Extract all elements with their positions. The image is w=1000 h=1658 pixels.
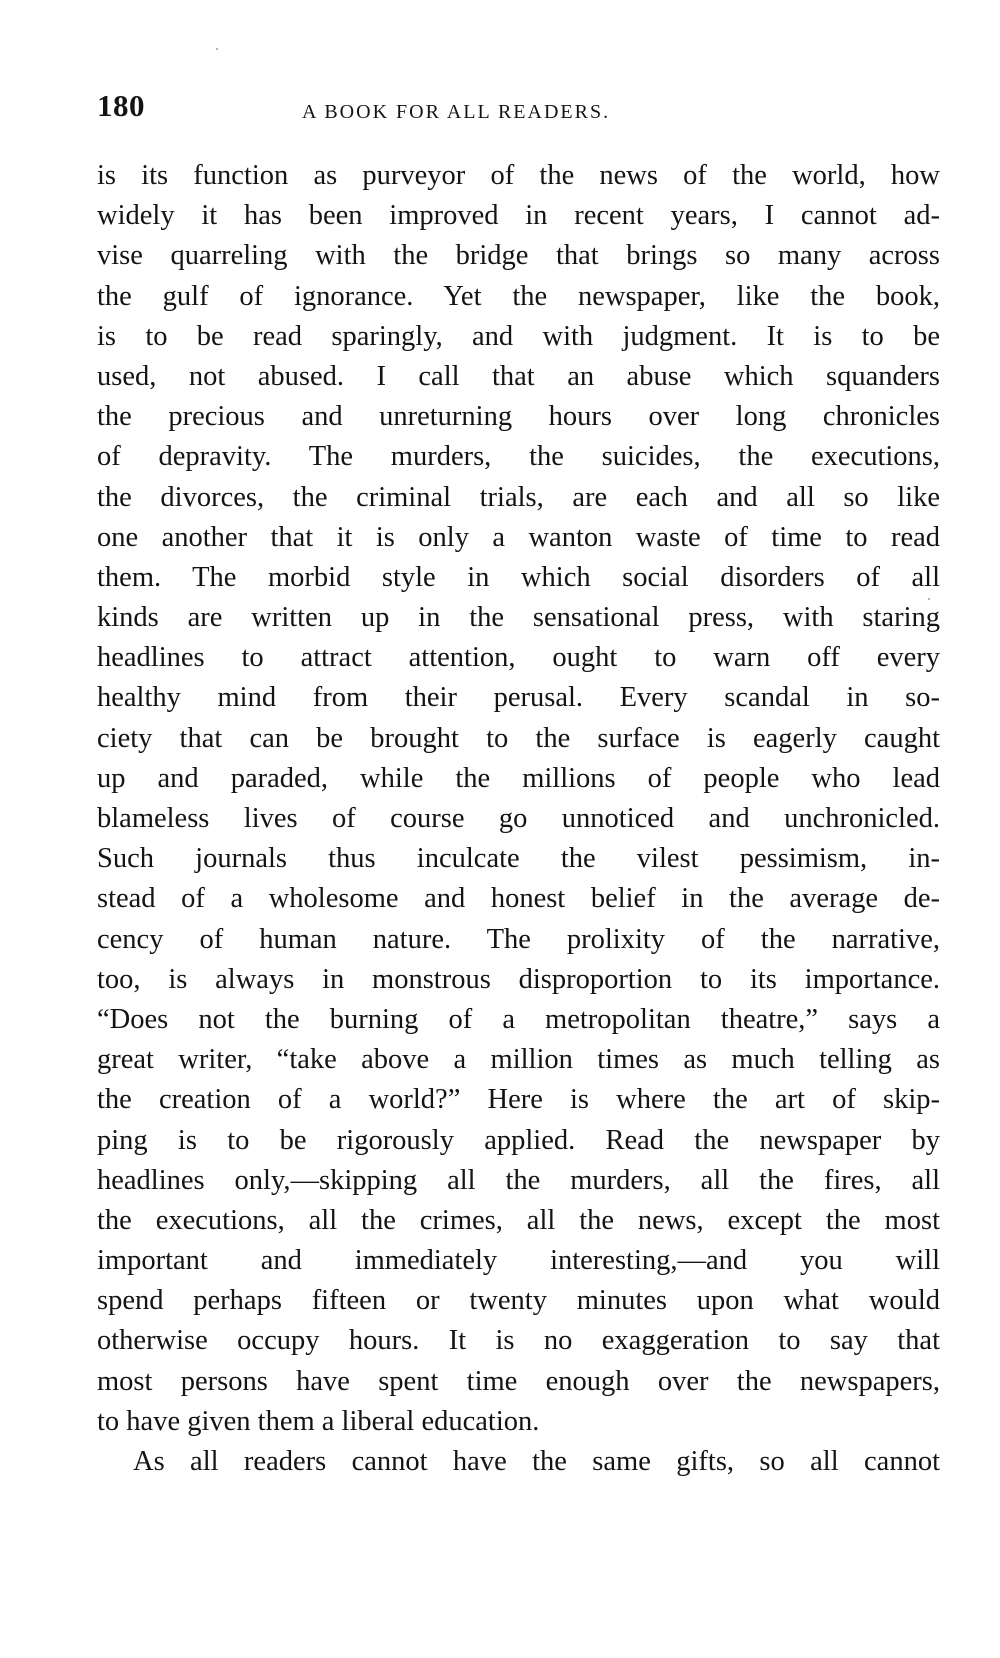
text-line: one another that it is only a wanton waste of time to read <box>97 521 940 553</box>
text-line: to have given them a liberal education. <box>97 1405 540 1437</box>
text-line: of depravity. The murders, the suicides, the executions, <box>97 441 940 473</box>
text-line: cency of human nature. The prolixity of the narrative, <box>97 923 940 955</box>
page-number: 180 <box>97 88 145 123</box>
text-line: headlines to attract attention, ought to warn off every <box>97 642 940 674</box>
text-line: them. The morbid style in which social disorders of all <box>97 561 940 593</box>
text-line: otherwise occupy hours. It is no exaggeration to say that <box>97 1325 940 1357</box>
paper-speck <box>216 48 218 50</box>
text-line: widely it has been improved in recent years, I cannot ad- <box>97 200 940 232</box>
text-line: stead of a wholesome and honest belief in the average de- <box>97 883 940 915</box>
paragraph <box>97 1442 940 1482</box>
text-line: important and immediately interesting,—and you will <box>97 1245 940 1277</box>
text-line: ping is to be rigorously applied. Read the newspaper by <box>97 1124 940 1156</box>
text-line: spend perhaps fifteen or twenty minutes upon what would <box>97 1285 940 1317</box>
paragraph <box>97 156 940 1442</box>
text-line: the creation of a world?” Here is where the art of skip- <box>97 1084 940 1116</box>
text-line: kinds are written up in the sensational press, with staring <box>97 602 940 634</box>
text-line: healthy mind from their perusal. Every scandal in so- <box>97 682 940 714</box>
text-line: the precious and unreturning hours over long chronicles <box>97 401 940 433</box>
text-line: is its function as purveyor of the news of the world, how <box>97 160 940 191</box>
text-line: used, not abused. I call that an abuse which squanders <box>97 360 940 392</box>
text-line: most persons have spent time enough over the newspapers, <box>97 1365 940 1397</box>
text-line: blameless lives of course go unnoticed and unchronicled. <box>97 803 940 834</box>
text-line: too, is always in monstrous disproportion to its importance. <box>97 963 940 995</box>
text-line: the executions, all the crimes, all the news, except the most <box>97 1204 940 1236</box>
page-header <box>97 86 940 136</box>
text-line: “Does not the burning of a metropolitan theatre,” says a <box>97 1003 940 1035</box>
text-line: Such journals thus inculcate the vilest pessimism, in- <box>97 843 940 875</box>
text-line: vise quarreling with the bridge that brings so many across <box>97 240 940 272</box>
text-line: great writer, “take above a million times as much telling as <box>97 1044 940 1076</box>
body-text <box>97 156 940 1482</box>
text-line: As all readers cannot have the same gifts, so all cannot <box>133 1446 940 1477</box>
text-line: is to be read sparingly, and with judgment. It is to be <box>97 320 940 352</box>
text-line: the gulf of ignorance. Yet the newspaper, like the book, <box>97 280 940 312</box>
text-line: ciety that can be brought to the surface is eagerly caught <box>97 722 940 754</box>
running-head: A BOOK FOR ALL READERS. <box>302 101 611 123</box>
text-line: up and paraded, while the millions of people who lead <box>97 762 940 794</box>
text-line: the divorces, the criminal trials, are each and all so like <box>97 481 940 513</box>
text-line: headlines only,—skipping all the murders, all the fires, all <box>97 1164 940 1196</box>
